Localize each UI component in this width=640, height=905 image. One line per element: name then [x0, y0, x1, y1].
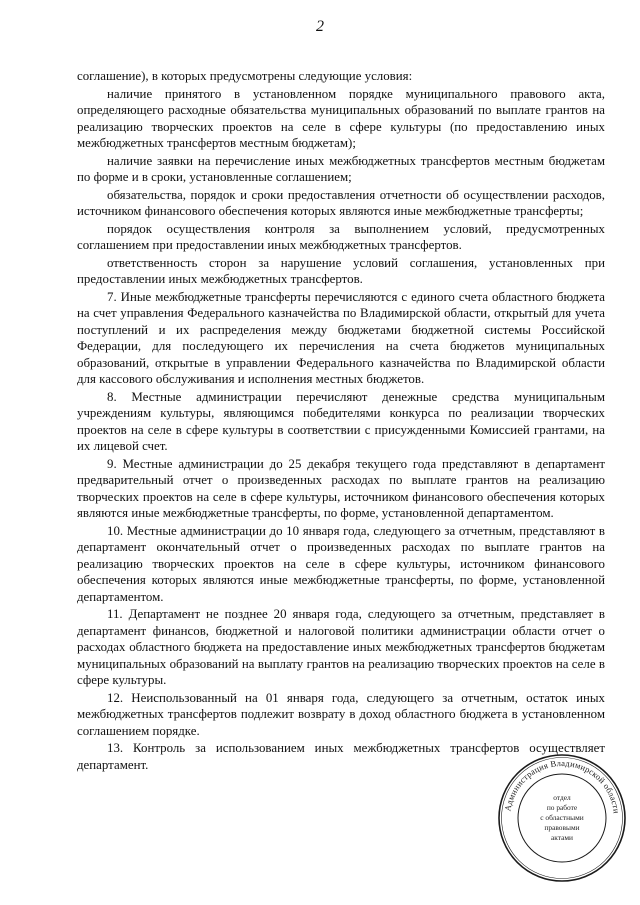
paragraph-item-7: 7. Иные межбюджетные трансферты перечисляются с единого счета областного бюджета на счет управления Федерального казначейства по Владимирской области, открытый для учета поступлений и их распределения между бюджетами бюджетной системы Российской Федерации, для последующего их перечисления на счета бюджетов муниципальных образований, открытые в управлении Федерального казначейства по Владимирской области для кассового обслуживания и исполнения местных бюджетов.: [77, 289, 605, 386]
paragraph-item-12: 12. Неиспользованный на 01 января года, следующего за отчетным, остаток иных межбюджетных трансфертов подлежит возврату в доход областного бюджета в установленном соглашением порядке.: [77, 690, 605, 738]
document-body: [77, 68, 605, 774]
paragraph-item-10: 10. Местные администрации до 10 января года, следующего за отчетным, представляют в департамент окончательный отчет о произведенных расходах по выплате грантов на реализацию творческих проектов на селе в сфере культуры, источником финансового обеспечения которых являются иные межбюджетные трансферты, по форме, установленной департаментом.: [77, 523, 605, 604]
stamp-ring-text: Администрация Владимирской области: [502, 757, 622, 815]
paragraph-item-9: 9. Местные администрации до 25 декабря текущего года представляют в департамент предварительный отчет о произведенных расходах по выплате грантов на реализацию творческих проектов на селе в сфере культуры, источником финансового обеспечения которых являются иные межбюджетные трансферты, по форме, установленной департаментом.: [77, 456, 605, 520]
paragraph-condition-control: порядок осуществления контроля за выполнением условий, предусмотренных соглашением при предоставлении иных межбюджетных трансфертов.: [77, 221, 605, 252]
paragraph-item-11: 11. Департамент не позднее 20 января года, следующего за отчетным, представляет в департамент финансов, бюджетной и налоговой политики администрации области отчет о расходах областного бюджета на предоставление иных межбюджетных трансфертов бюджетам муниципальных образований на выплату грантов на реализацию творческих проектов на селе в сфере культуры.: [77, 607, 605, 687]
official-stamp: [496, 752, 628, 884]
stamp-center-line-5: актами: [550, 833, 574, 842]
paragraph-condition-responsibility: ответственность сторон за нарушение условий соглашения, установленных при предоставлении иных межбюджетных трансфертов.: [77, 255, 605, 286]
stamp-center-line-3: с областными: [540, 813, 584, 822]
paragraph-condition-reporting: обязательства, порядок и сроки предоставления отчетности об осуществлении расходов, источником финансового обеспечения которых являются иные межбюджетные трансферты;: [77, 187, 605, 218]
paragraph-condition-legal-act: наличие принятого в установленном порядке муниципального правового акта, определяющего расходные обязательства муниципальных образований по выплате грантов на реализацию творческих проектов на селе в сфере культуры (по предоставлению иных межбюджетных трансфертов местным бюджетам);: [77, 86, 605, 150]
stamp-graphic: [496, 752, 628, 884]
paragraph-item-8: 8. Местные администрации перечисляют денежные средства муниципальным учреждениям культуры, являющимся победителями конкурса по реализации творческих проектов на селе в сфере культуры в соответствии с присужденными Комиссией грантами, на их лицевой счет.: [77, 389, 605, 453]
paragraph-continuation: соглашение), в которых предусмотрены следующие условия:: [77, 69, 413, 83]
page-number: 2: [316, 18, 324, 35]
paragraph-item-13: 13. Контроль за использованием иных межбюджетных трансфертов осуществляет департамент.: [77, 741, 605, 772]
stamp-center-line-2: по работе: [546, 803, 578, 812]
paragraph-condition-application: наличие заявки на перечисление иных межбюджетных трансфертов местным бюджетам по форме и в сроки, установленные соглашением;: [77, 153, 605, 184]
stamp-center-line-1: отдел: [553, 793, 571, 802]
stamp-center-line-4: правовыми: [544, 823, 580, 832]
